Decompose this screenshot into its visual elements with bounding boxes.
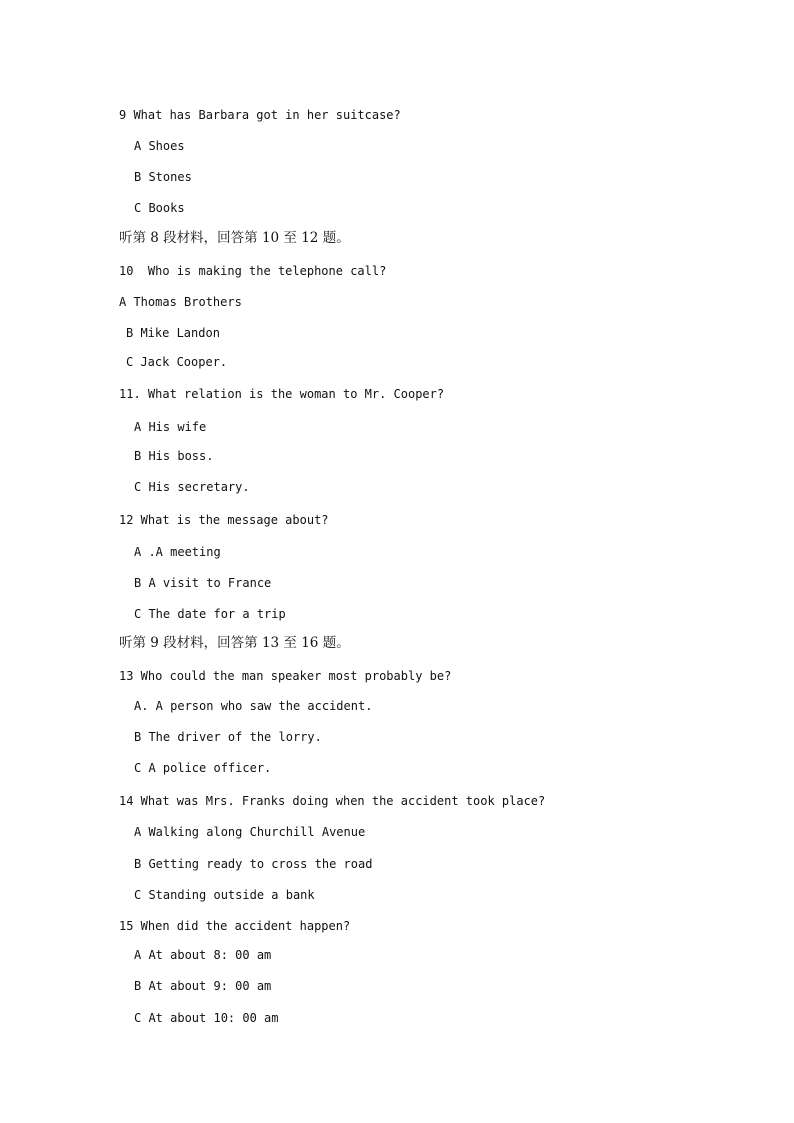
option-14c: C Standing outside a bank <box>134 888 315 902</box>
option-10c: C Jack Cooper. <box>126 355 228 369</box>
question-11: 11. What relation is the woman to Mr. Cooper? <box>119 387 445 401</box>
option-11a: A His wife <box>134 420 207 434</box>
option-9a: A Shoes <box>134 139 185 153</box>
option-14b: B Getting ready to cross the road <box>134 857 373 871</box>
option-10b: B Mike Landon <box>126 326 220 340</box>
question-14: 14 What was Mrs. Franks doing when the accident took place? <box>119 794 546 808</box>
option-12b: B A visit to France <box>134 576 272 590</box>
option-9c: C Books <box>134 201 185 215</box>
option-10a: A Thomas Brothers <box>119 295 242 309</box>
option-12a: A .A meeting <box>134 545 221 559</box>
option-15b: B At about 9: 00 am <box>134 979 272 993</box>
question-13: 13 Who could the man speaker most probably be? <box>119 669 452 683</box>
option-14a: A Walking along Churchill Avenue <box>134 825 366 839</box>
option-13a: A. A person who saw the accident. <box>134 699 373 713</box>
question-12: 12 What is the message about? <box>119 513 329 527</box>
section-9-heading: 听第 9 段材料，回答第 13 至 16 题。 <box>119 635 350 651</box>
question-10: 10 Who is making the telephone call? <box>119 264 387 278</box>
option-15c: C At about 10: 00 am <box>134 1011 279 1025</box>
section-8-heading: 听第 8 段材料，回答第 10 至 12 题。 <box>119 230 350 246</box>
question-15: 15 When did the accident happen? <box>119 919 351 933</box>
option-11b: B His boss. <box>134 449 214 463</box>
option-11c: C His secretary. <box>134 480 250 494</box>
option-12c: C The date for a trip <box>134 607 286 621</box>
option-15a: A At about 8: 00 am <box>134 948 272 962</box>
option-13b: B The driver of the lorry. <box>134 730 322 744</box>
question-9: 9 What has Barbara got in her suitcase? <box>119 108 401 122</box>
option-13c: C A police officer. <box>134 761 272 775</box>
option-9b: B Stones <box>134 170 192 184</box>
